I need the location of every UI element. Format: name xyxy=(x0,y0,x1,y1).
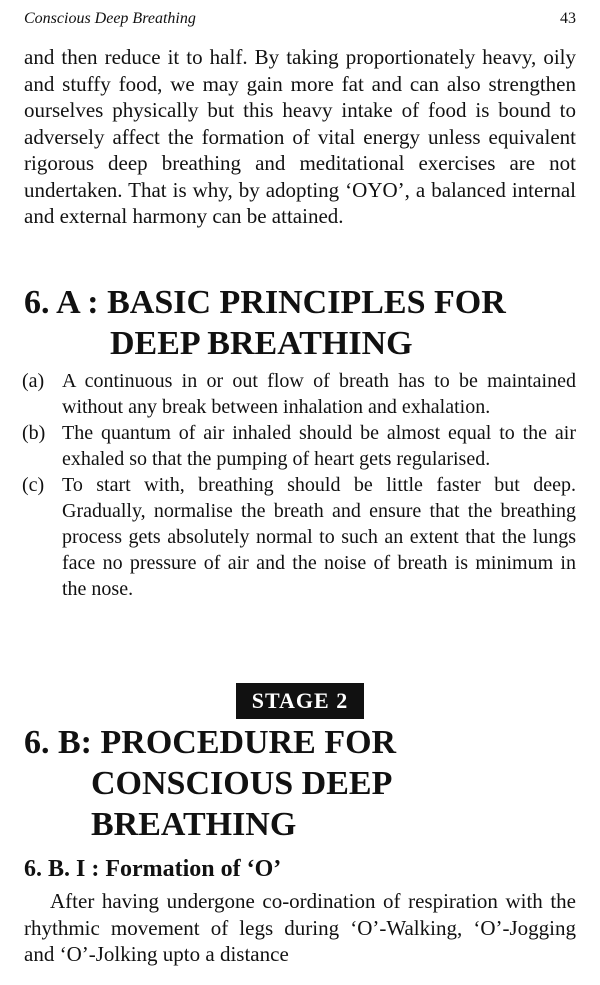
section-heading-line: 6. B: PROCEDURE FOR xyxy=(24,724,397,761)
section-heading-line: CONSCIOUS DEEP xyxy=(91,765,393,802)
list-marker: (c) xyxy=(22,474,45,496)
body-paragraph: After having undergone co-ordination of respiration with the rhythmic movement of legs during ‘O’-Walking, ‘O’-Jogging and ‘O’-Jolking upto a distance xyxy=(24,889,576,966)
stage-badge: STAGE 2 xyxy=(236,683,364,719)
section-heading-6a xyxy=(24,282,584,364)
section-heading-line: DEEP BREATHING xyxy=(110,325,413,362)
section-heading-line: BREATHING xyxy=(91,806,297,843)
section-heading-6b xyxy=(24,722,584,845)
page-number: 43 xyxy=(560,10,576,27)
subsection-heading: 6. B. I : Formation of ‘O’ xyxy=(24,856,282,882)
list-item-text: A continuous in or out flow of breath has to be maintained without any break between inhalation and exhalation. xyxy=(62,370,576,418)
principles-list xyxy=(22,368,576,602)
running-head-title: Conscious Deep Breathing xyxy=(24,10,196,27)
list-item-text: To start with, breathing should be little faster but deep. Gradually, normalise the breath and ensure that the breathing process gets absolutely normal to such an extent that the lungs face no pressure of air and the noise of breath is minimum in the nose. xyxy=(62,474,576,600)
section-heading-line: 6. A : BASIC PRINCIPLES FOR xyxy=(24,284,506,321)
list-item xyxy=(22,368,576,420)
list-item-text: The quantum of air inhaled should be almost equal to the air exhaled so that the pumping of heart gets regularised. xyxy=(62,422,576,470)
list-item xyxy=(22,472,576,602)
list-marker: (a) xyxy=(22,370,45,392)
list-marker: (b) xyxy=(22,422,46,444)
list-item xyxy=(22,420,576,472)
body-paragraph: and then reduce it to half. By taking proportionately heavy, oily and stuffy food, we may gain more fat and can also strengthen ourselves physically but this heavy intake of food is bound to adversely affect the formation of vital energy unless equivalent rigorous deep breathing and meditational exercises are not undertaken. That is why, by adopting ‘OYO’, a balanced internal and external harmony can be attained. xyxy=(24,45,576,228)
running-head xyxy=(24,10,576,34)
